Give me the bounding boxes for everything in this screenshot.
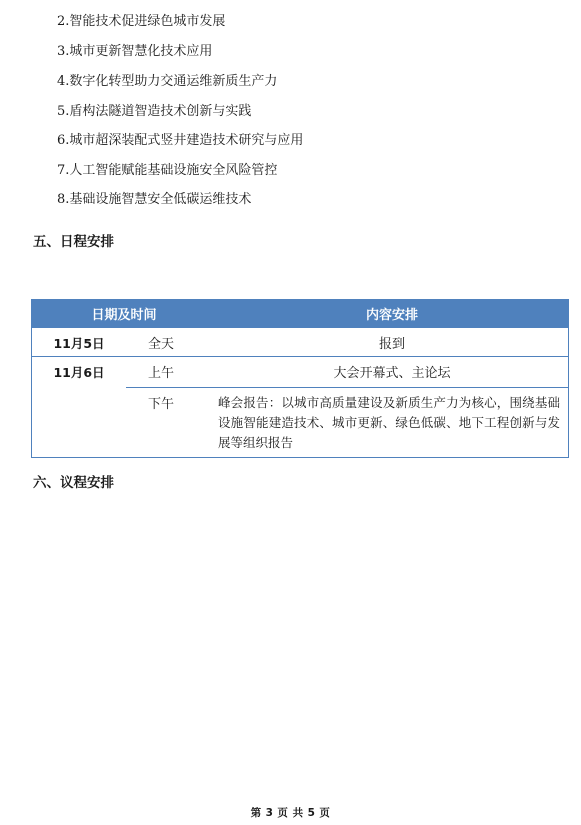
slot-row	[126, 357, 568, 387]
topic-item: 6.城市超深装配式竖井建造技术研究与应用	[57, 133, 304, 148]
total-pages: 5	[307, 807, 316, 819]
slot-group	[126, 357, 568, 457]
time-cell: 上午	[148, 366, 175, 381]
topic-item: 3.城市更新智慧化技术应用	[57, 44, 213, 59]
header-content: 内容安排	[365, 308, 418, 323]
date-cell: 11月6日	[53, 365, 105, 380]
topic-item: 4.数字化转型助力交通运维新质生产力	[57, 74, 278, 89]
section-heading-schedule: 五、日程安排	[33, 234, 114, 250]
date-cell: 11月5日	[53, 336, 105, 351]
header-datetime: 日期及时间	[91, 308, 157, 323]
slot-row	[126, 387, 568, 457]
content-cell: 大会开幕式、主论坛	[333, 366, 451, 381]
page-footer: 第 3 页 共 5 页	[250, 807, 331, 819]
table-row	[32, 327, 568, 356]
content-cell: 峰会报告：以城市高质量建设及新质生产力为核心，围绕基础设施智能建造技术、城市更新、绿色低碳、地下工程创新与发展等组织报告	[218, 395, 560, 450]
section-heading-agenda: 六、议程安排	[33, 475, 114, 491]
topic-item: 5.盾构法隧道智造技术创新与实践	[57, 104, 252, 119]
table-header-row	[32, 300, 568, 327]
content-cell: 报到	[378, 337, 405, 352]
time-cell: 全天	[148, 337, 175, 352]
schedule-table	[31, 299, 569, 458]
table-row	[32, 356, 568, 457]
topic-item: 7.人工智能赋能基础设施安全风险管控	[57, 163, 278, 178]
current-page: 3	[265, 807, 274, 819]
topic-item: 8.基础设施智慧安全低碳运维技术	[57, 192, 252, 207]
topic-item: 2.智能技术促进绿色城市发展	[57, 14, 226, 29]
time-cell: 下午	[148, 397, 175, 412]
